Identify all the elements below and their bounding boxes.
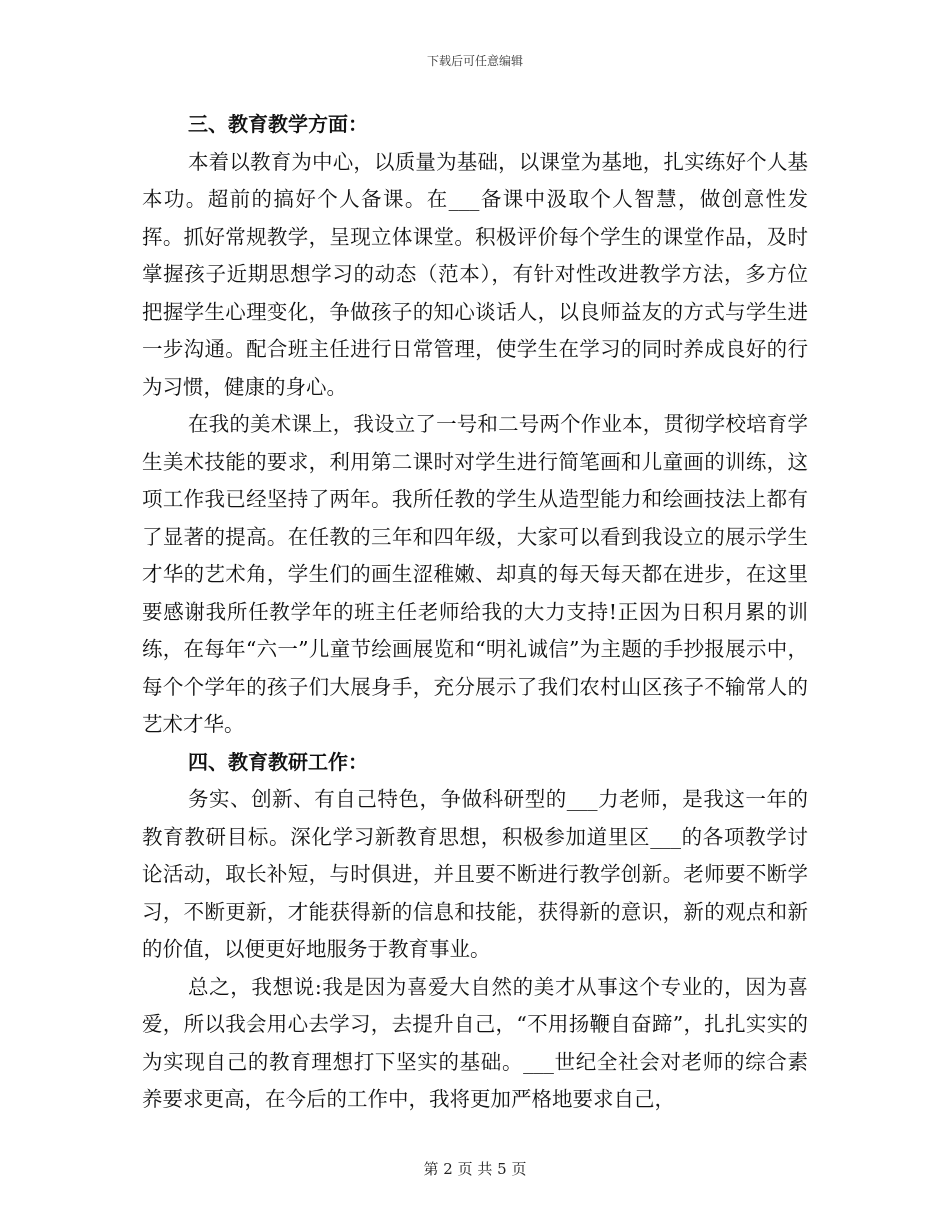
- section-heading: 四、教育教研工作：: [188, 749, 368, 774]
- section-research: [142, 744, 808, 1119]
- page-header: 下载后可任意编辑: [426, 54, 523, 68]
- page-footer: 第 2 页 共 5 页: [423, 1160, 527, 1178]
- section-teaching: [142, 106, 808, 744]
- paragraph: 务实、创新、有自己特色，争做科研型的___力老师，是我这一年的教育教研目标。深化学习新教育思想，积极参加道里区___的各项教学讨论活动，取长补短，与时俱进，并且要不断进行教学创新。老师要不断学习，不断更新，才能获得新的信息和技能，获得新的意识，新的观点和新的价值，以便更好地服务于教育事业。: [142, 787, 808, 961]
- paragraph: 在我的美术课上，我设立了一号和二号两个作业本，贯彻学校培育学生美术技能的要求，利用第二课时对学生进行简笔画和儿童画的训练，这项工作我已经坚持了两年。我所任教的学生从造型能力和绘画技法上都有了显著的提高。在任教的三年和四年级，大家可以看到我设立的展示学生才华的艺术角，学生们的画生涩稚嫩、却真的每天每天都在进步，在这里要感谢我所任教学年的班主任老师给我的大力支持!正因为日积月累的训练，在每年“六一”儿童节绘画展览和“明礼诚信”为主题的手抄报展示中，每个个学年的孩子们大展身手，充分展示了我们农村山区孩子不输常人的艺术才华。: [142, 412, 808, 736]
- paragraph: 本着以教育为中心，以质量为基础，以课堂为基地，扎实练好个人基本功。超前的搞好个人备课。在___备课中汲取个人智慧，做创意性发挥。抓好常规教学，呈现立体课堂。积极评价每个学生的课堂作品，及时掌握孩子近期思想学习的动态（范本），有针对性改进教学方法，多方位把握学生心理变化，争做孩子的知心谈话人，以良师益友的方式与学生进一步沟通。配合班主任进行日常管理，使学生在学习的同时养成良好的行为习惯，健康的身心。: [142, 149, 808, 399]
- document-body: [142, 106, 808, 1119]
- section-heading: 三、教育教学方面：: [188, 112, 368, 136]
- paragraph: 总之，我想说:我是因为喜爱大自然的美才从事这个专业的，因为喜爱，所以我会用心去学习，去提升自己，“不用扬鞭自奋蹄”，扎扎实实的为实现自己的教育理想打下坚实的基础。___世纪全社会对老师的综合素养要求更高，在今后的工作中，我将更加严格地要求自己，: [142, 974, 808, 1111]
